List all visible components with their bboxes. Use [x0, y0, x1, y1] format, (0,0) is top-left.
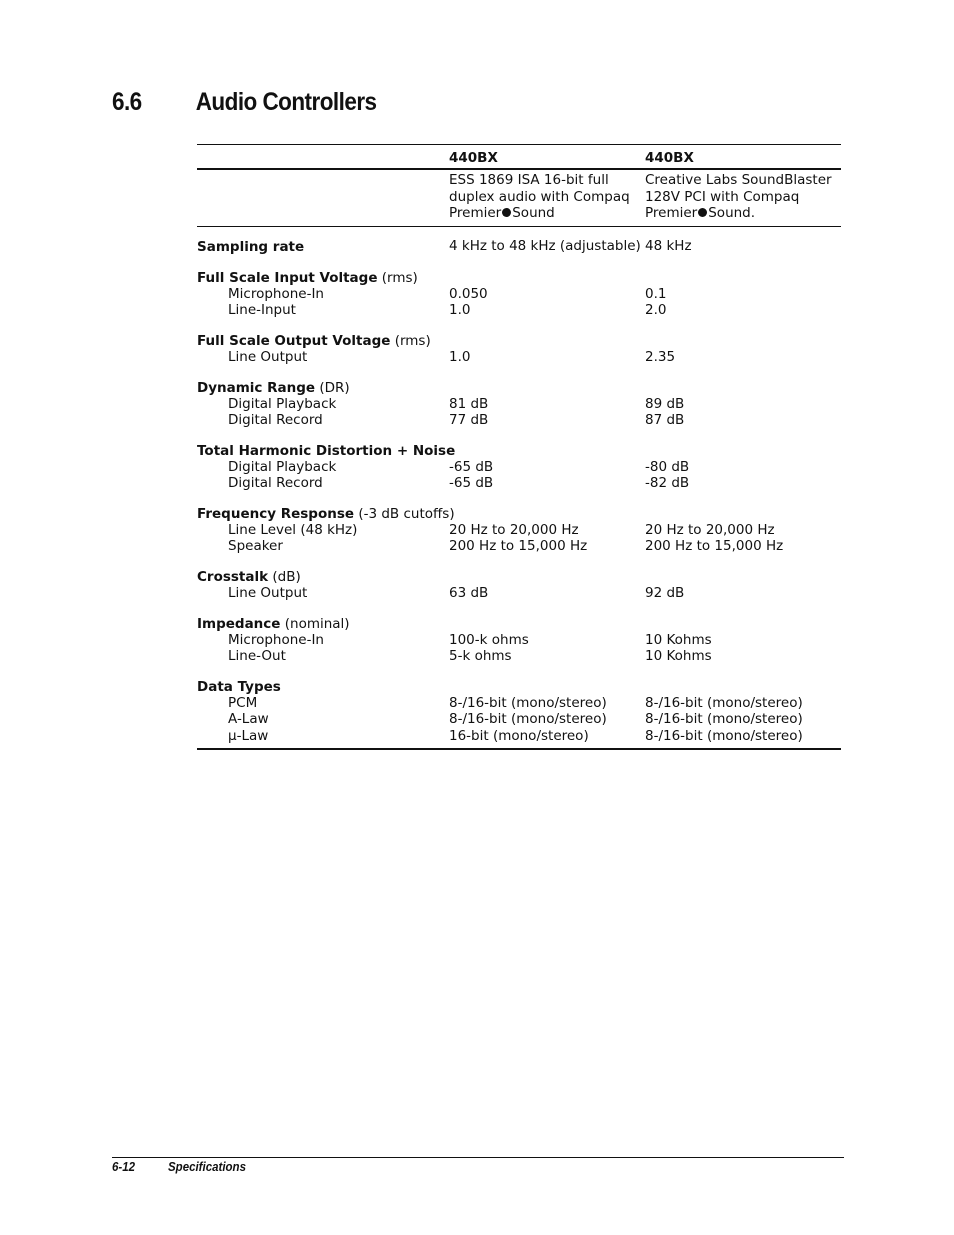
sub-label: Line Output	[228, 585, 308, 602]
table-row	[197, 412, 841, 428]
spec-group-sampling-rate	[197, 239, 841, 255]
spec-label: Total Harmonic Distortion + Noise	[197, 443, 456, 459]
value-col1: 16-bit (mono/stereo)	[449, 727, 589, 744]
description-line: duplex audio with Compaq	[449, 188, 630, 205]
sub-label: PCM	[228, 695, 258, 712]
spec-group-input-voltage	[197, 270, 841, 319]
sub-label: Digital Record	[228, 412, 323, 429]
sub-label: A-Law	[228, 711, 269, 728]
footer-rule	[112, 1157, 844, 1158]
brand-left: Premier	[449, 205, 502, 221]
spec-group-data-types	[197, 679, 841, 744]
value-col2: 89 dB	[645, 396, 685, 413]
spec-label: Frequency Response	[197, 506, 355, 522]
spec-note: (-3 dB cutoffs)	[354, 506, 455, 522]
footer-section: Specifications	[168, 1160, 246, 1174]
value-col2: 2.35	[645, 349, 676, 366]
group-header	[197, 270, 841, 286]
footer-page-number: 6-12	[112, 1160, 136, 1174]
sub-label: Microphone-In	[228, 632, 324, 649]
spec-label: Full Scale Input Voltage	[197, 270, 378, 286]
section-number: 6.6	[112, 88, 142, 116]
spec-note: (rms)	[390, 333, 431, 349]
column-header-2: 440BX	[645, 150, 694, 166]
table-top-rule	[197, 144, 841, 145]
value-col1: 81 dB	[449, 396, 489, 413]
column-header-1: 440BX	[449, 150, 498, 166]
spec-note: (DR)	[315, 380, 350, 396]
column-description-2	[645, 172, 832, 222]
table-row	[197, 302, 841, 318]
table-row	[197, 396, 841, 412]
spec-label: Data Types	[197, 679, 281, 695]
spec-group-crosstalk	[197, 569, 841, 601]
table-row	[197, 286, 841, 302]
spec-group-frequency-response	[197, 506, 841, 555]
value-col1: 8-/16-bit (mono/stereo)	[449, 711, 607, 728]
table-bottom-rule	[197, 748, 841, 750]
spec-group-dynamic-range	[197, 380, 841, 429]
value-col1: 4 kHz to 48 kHz (adjustable)	[449, 238, 641, 254]
sub-label: Line Output	[228, 349, 308, 366]
spec-label: Dynamic Range	[197, 380, 316, 396]
brand-left: Premier	[645, 205, 698, 221]
value-col2: 48 kHz	[645, 238, 692, 254]
sub-label: Digital Playback	[228, 459, 337, 476]
spec-label: Impedance	[197, 616, 281, 632]
value-col2: 8-/16-bit (mono/stereo)	[645, 711, 803, 728]
table-row	[197, 459, 841, 475]
section-heading	[112, 88, 377, 117]
group-header	[197, 506, 841, 522]
group-header	[197, 333, 841, 349]
group-header	[197, 443, 841, 459]
group-header	[197, 380, 841, 396]
section-title: Audio Controllers	[195, 88, 377, 116]
value-col1: -65 dB	[449, 475, 494, 492]
spec-note: (rms)	[377, 270, 418, 286]
sub-label: µ-Law	[228, 727, 269, 744]
sub-label: Speaker	[228, 538, 283, 555]
table-row	[197, 475, 841, 491]
description-line: ESS 1869 ISA 16-bit full	[449, 172, 609, 188]
table-row	[197, 711, 841, 727]
value-col2: -82 dB	[645, 475, 690, 492]
sub-label: Digital Playback	[228, 396, 337, 413]
header-rule	[197, 168, 841, 170]
spec-group-thd-noise	[197, 443, 841, 492]
value-col2: 200 Hz to 15,000 Hz	[645, 538, 784, 555]
value-col1: 5-k ohms	[449, 648, 512, 665]
spec-label: Crosstalk	[197, 569, 269, 585]
value-col1: 1.0	[449, 349, 471, 366]
table-row	[197, 632, 841, 648]
spec-label: Sampling rate	[197, 239, 305, 255]
value-col1: 200 Hz to 15,000 Hz	[449, 538, 588, 555]
spec-note: (dB)	[268, 569, 301, 585]
sub-label: Line-Input	[228, 302, 296, 319]
table-row	[197, 695, 841, 711]
sub-label: Digital Record	[228, 475, 323, 492]
brand-right: Sound.	[708, 205, 756, 221]
value-col1: 1.0	[449, 302, 471, 319]
sub-label: Line Level (48 kHz)	[228, 522, 358, 539]
group-header	[197, 616, 841, 632]
bullet-icon	[502, 208, 511, 217]
table-row	[197, 648, 841, 664]
table-row	[197, 728, 841, 744]
brand-right: Sound	[512, 205, 555, 221]
group-header	[197, 679, 841, 695]
bullet-icon	[698, 208, 707, 217]
table-row	[197, 239, 841, 255]
table-row	[197, 585, 841, 601]
value-col2: 0.1	[645, 286, 667, 303]
value-col1: 100-k ohms	[449, 632, 529, 649]
column-description-1	[449, 172, 630, 222]
value-col1: 77 dB	[449, 412, 489, 429]
spec-label: Full Scale Output Voltage	[197, 333, 391, 349]
value-col2: 2.0	[645, 302, 667, 319]
value-col2: -80 dB	[645, 459, 690, 476]
value-col2: 92 dB	[645, 585, 685, 602]
value-col1: 0.050	[449, 286, 488, 303]
value-col1: 20 Hz to 20,000 Hz	[449, 522, 579, 539]
table-row	[197, 349, 841, 365]
description-brand	[449, 205, 630, 222]
value-col2: 8-/16-bit (mono/stereo)	[645, 695, 803, 712]
sub-label: Microphone-In	[228, 286, 324, 303]
value-col1: 8-/16-bit (mono/stereo)	[449, 695, 607, 712]
spec-group-output-voltage	[197, 333, 841, 365]
value-col2: 87 dB	[645, 412, 685, 429]
group-header	[197, 569, 841, 585]
description-line: Creative Labs SoundBlaster	[645, 172, 832, 188]
description-line: 128V PCI with Compaq	[645, 188, 800, 205]
value-col2: 10 Kohms	[645, 632, 712, 649]
description-rule	[197, 226, 841, 227]
table-row	[197, 538, 841, 554]
value-col2: 8-/16-bit (mono/stereo)	[645, 727, 803, 744]
value-col1: 63 dB	[449, 585, 489, 602]
spec-group-impedance	[197, 616, 841, 665]
value-col2: 10 Kohms	[645, 648, 712, 665]
value-col2: 20 Hz to 20,000 Hz	[645, 522, 775, 539]
value-col1: -65 dB	[449, 459, 494, 476]
table-row	[197, 522, 841, 538]
spec-note: (nominal)	[280, 616, 350, 632]
sub-label: Line-Out	[228, 648, 286, 665]
description-brand	[645, 205, 832, 222]
